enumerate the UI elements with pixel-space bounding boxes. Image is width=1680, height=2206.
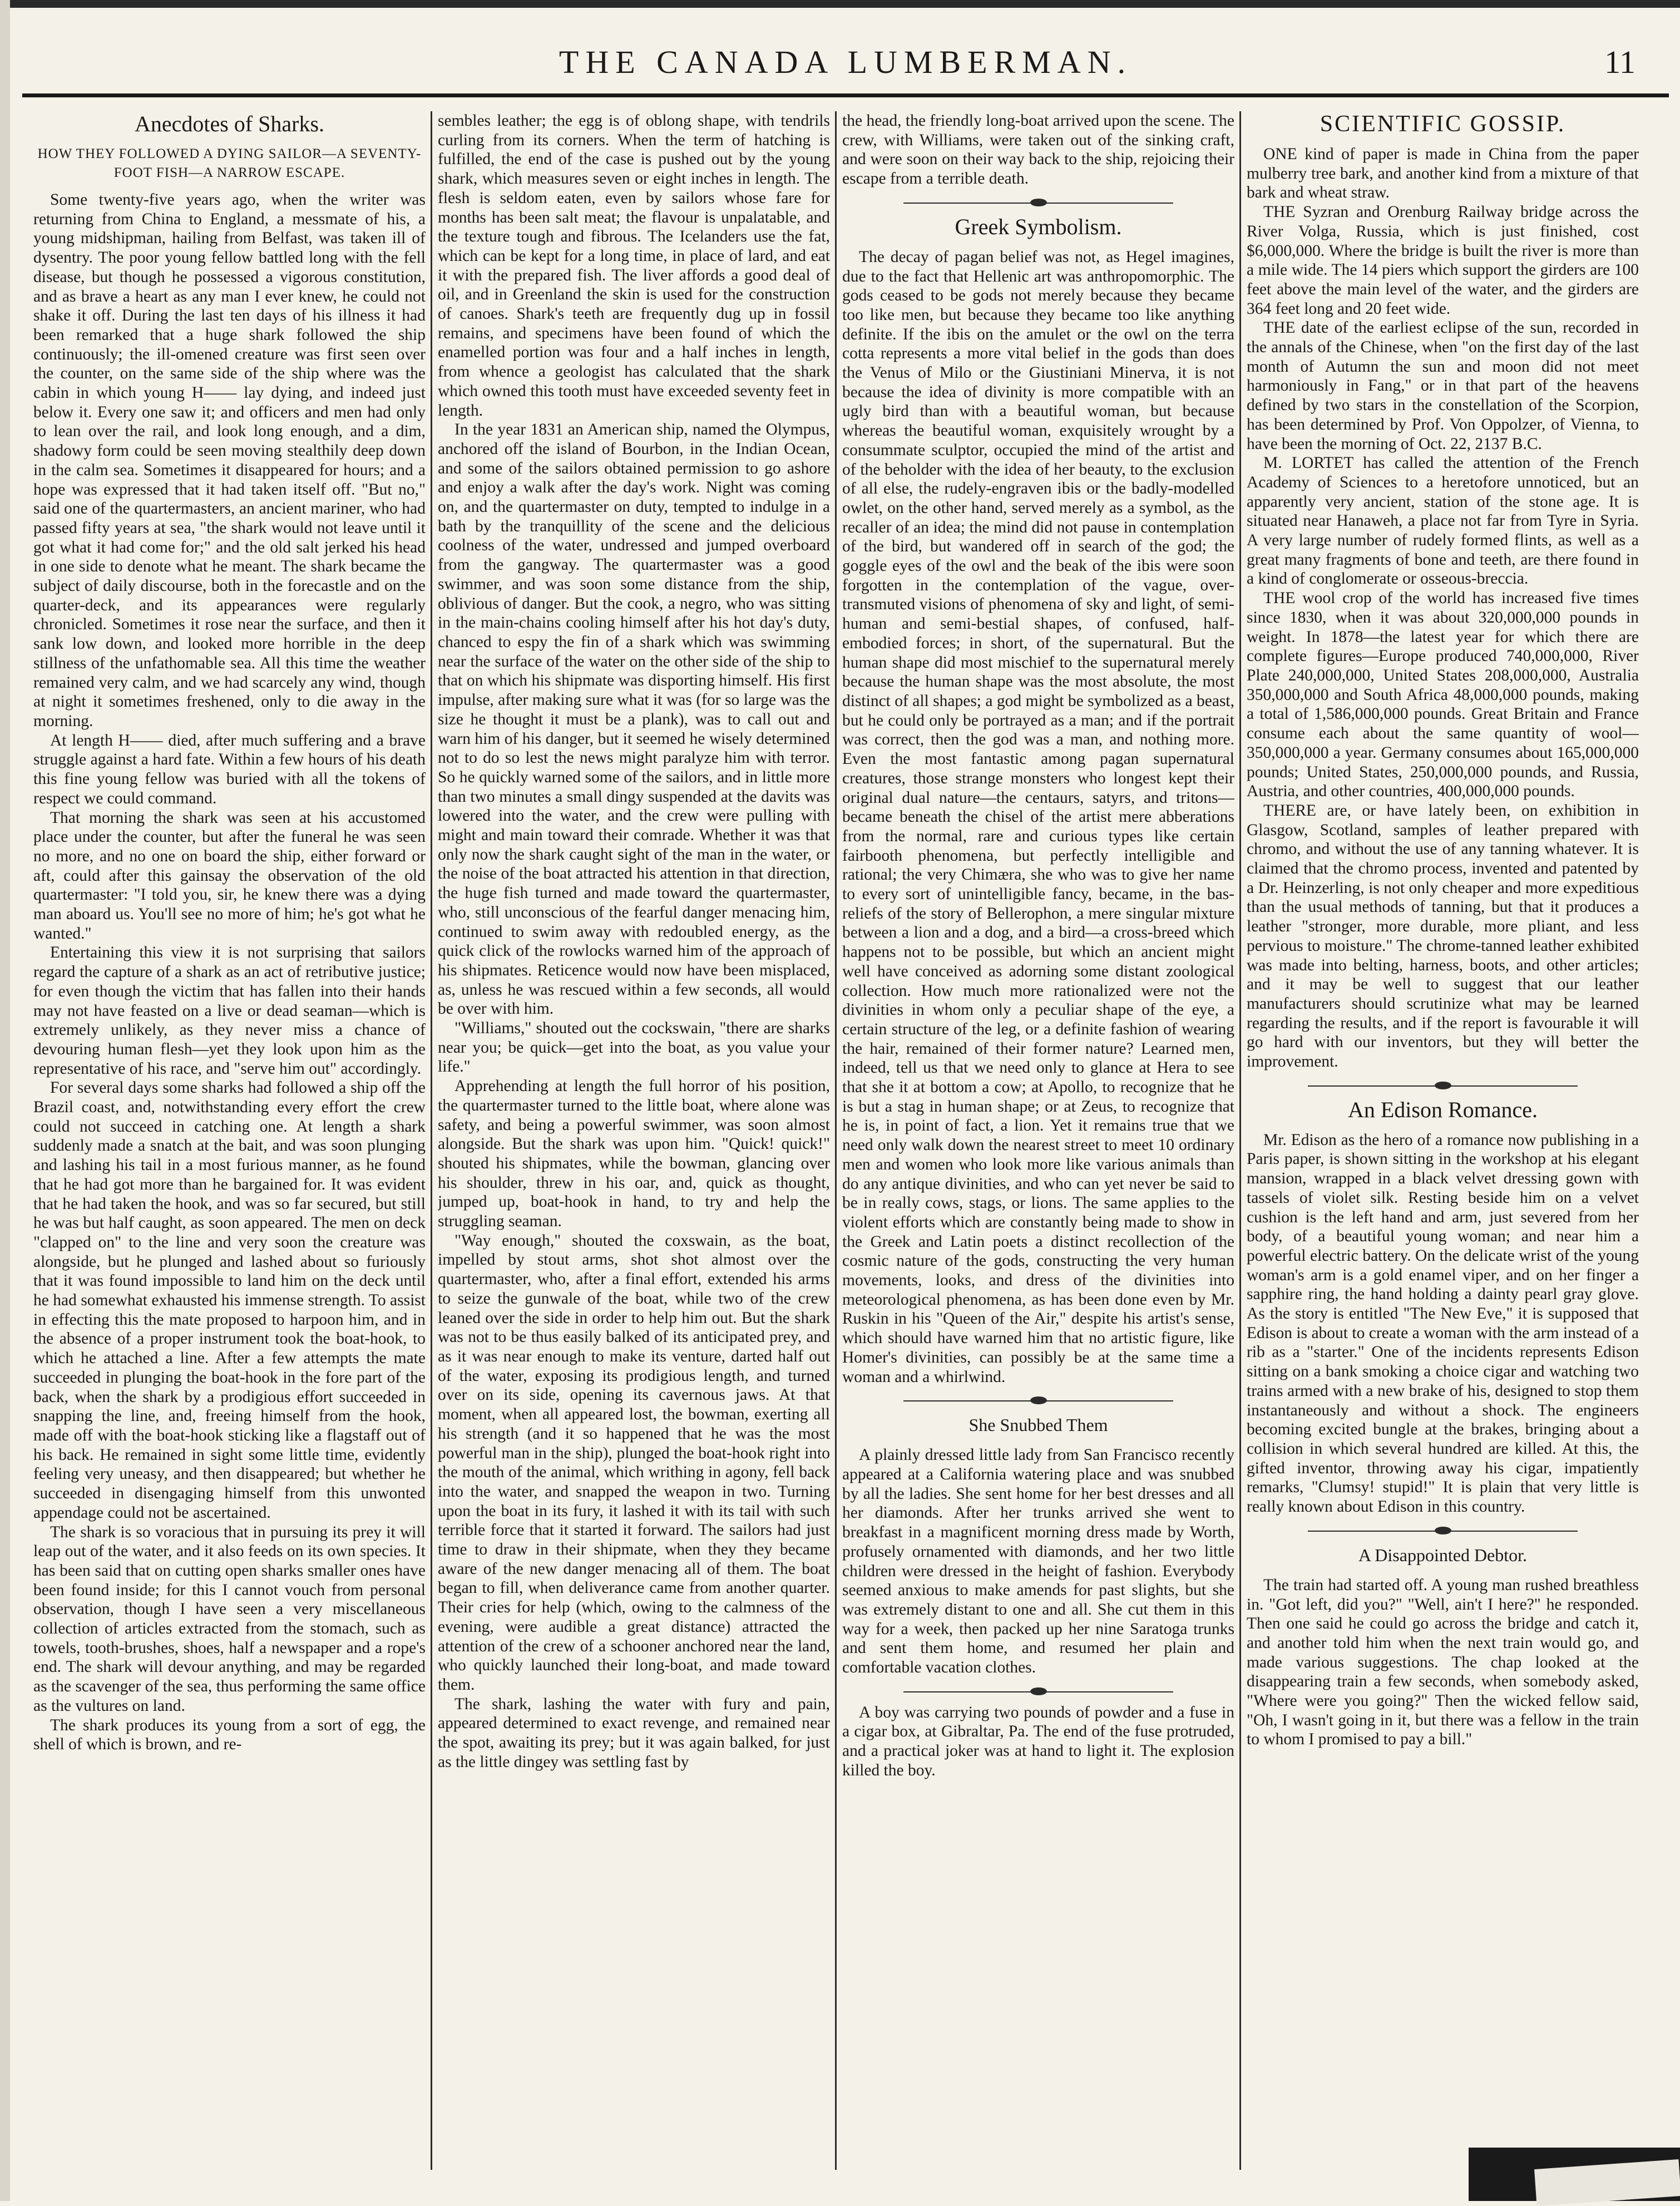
column-area bbox=[33, 111, 1658, 2170]
paragraph: Some twenty-five years ago, when the writer was returning from China to England, a messmate of his, a young midshipman, hailing from Belfast, was taken ill of dysentry. The poor young fellow battled long with the fell disease, but though he possessed a vigorous constitution, and as brave a heart as any man I ever knew, he could not shake it off. During the last ten days of his illness it had been remarked that a huge shark followed the ship continuously; the ill-omened creature was first seen over the counter, on the same side of the ship where was the cabin in which young H—— lay dying, and indeed just below it. Every one saw it; and officers and men had only to lean over the rail, and look long enough, and a dim, shadowy form could be seen moving stealthily deep down in the calm sea. Sometimes it disappeared for hours; and a hope was expressed that it had taken itself off. "But no," said one of the quartermasters, an ancient mariner, who had passed fifty years at sea, "the shark would not leave until it got what it had come for;" and the old salt jerked his head in one side to denote what he meant. The shark became the subject of daily discourse, both in the forecastle and on the quarter-deck, and its appearances were regularly chronicled. Sometimes it rose near the surface, and then it sank low down, and looked more horrible in the deep stillness of the unfathomable sea. All this time the weather remained very calm, and we had scarcely any wind, though at night it sometimes freshened, only to die away in the morning. bbox=[33, 191, 426, 730]
paragraph: The shark produces its young from a sort of egg, the shell of which is brown, and re- bbox=[33, 1716, 426, 1754]
column-2 bbox=[438, 111, 830, 2170]
page-header bbox=[22, 32, 1669, 97]
paragraph: the head, the friendly long-boat arrived upon the scene. The crew, with Williams, were taken out of the sinking craft, and were soon on their way back to the ship, rejoicing their escape from a terrible death. bbox=[842, 112, 1234, 188]
article-title-sharks: Anecdotes of Sharks. bbox=[134, 111, 325, 136]
column-4 bbox=[1247, 111, 1639, 2170]
article-title-edison: An Edison Romance. bbox=[1347, 1097, 1538, 1122]
paragraph: In the year 1831 an American ship, named the Olympus, anchored off the island of Bourbon, in the Indian Ocean, and some of the sailors obtained permission to go ashore and enjoy a walk after the day's work. Night was coming on, and the quartermaster on duty, tempted to indulge in a bath by the tranquillity of the scene and the delicious coolness of the water, undressed and jumped overboard from the gangway. The quartermaster was a good swimmer, and was soon some distance from the ship, oblivious of danger. But the cook, a negro, who was sitting in the main-chains cooling himself after his hot day's duty, chanced to espy the fin of a shark which was swimming near the surface of the water on the other side of the ship to that on which his shipmate was disporting himself. His first impulse, after making sure what it was (for so large was the size he thought it must be a plank), was to call out and warn him of his danger, but it seemed he wisely determined not to do so lest the news might paralyze him with terror. So he quickly warned some of the sailors, and in little more than two minutes a small dingy suspended at the davits was lowered into the water, and the crew were pulling with might and main toward their comrade. Whether it was that only now the shark caught sight of the man in the water, or the noise of the boat attracted his attention in that direction, the huge fish turned and made toward the quartermaster, who, still unconscious of the fearful danger menacing him, continued to swim away with redoubled energy, as the quick click of the rowlocks warned him of the approach of his shipmates. Reticence would now have been misplaced, as, unless he was rescued within a few seconds, all would be over with him. bbox=[438, 421, 830, 1018]
paragraph: At length H—— died, after much suffering and a brave struggle against a hard fate. Within a few hours of his death this fine young fellow was buried with all the tokens of respect we could command. bbox=[33, 731, 426, 807]
paragraph: sembles leather; the egg is of oblong shape, with tendrils curling from its corners. When the term of hatching is fulfilled, the end of the case is pushed out by the young shark, which measures seven or eight inches in length. The flesh is seldom eaten, even by sailors whose fare for months has been salt meat; the flavour is unpalatable, and the texture tough and fibrous. The Icelanders use the fat, which can be kept for a long time, in place of lard, and eat it with the prepared fish. The liver affords a good deal of oil, and in Greenland the skin is used for the construction of canoes. Shark's teeth are frequently dug up in fossil remains, and specimens have been found of which the enamelled portion was four and a half inches in length, from whence a geologist has calculated that the shark which owned this tooth must have exceeded seventy feet in length. bbox=[438, 112, 830, 420]
paragraph: The shark is so voracious that in pursuing its prey it will leap out of the water, and it also feeds on its own species. It has been said that on cutting open sharks smaller ones have been found inside; for this I cannot vouch from personal observation, though I have seen a very miscellaneous collection of articles extracted from the stomach, such as towels, tooth-brushes, shoes, half a newspaper and a rope's end. The shark will devour anything, and may be regarded as the scavenger of the sea, thus performing the same office as the vultures on land. bbox=[33, 1523, 426, 1715]
article-subtitle-sharks: HOW THEY FOLLOWED A DYING SAILOR—A SEVENTY-FOOT FISH—A NARROW ESCAPE. bbox=[37, 146, 422, 180]
column-3 bbox=[842, 111, 1234, 2170]
column-1 bbox=[33, 111, 426, 2170]
masthead: THE CANADA LUMBERMAN. bbox=[559, 44, 1133, 80]
paragraph: A plainly dressed little lady from San Francisco recently appeared at a California watering place and was snubbed by all the ladies. She sent home for her best dresses and all her diamonds. After her trunks arrived she went to breakfast in a magnificent morning dress made by Worth, profusely ornamented with diamonds, and her two little children were dressed in the height of fashion. Everybody seemed anxious to make amends for past slights, but she was extremely distant to one and all. She cut them in this way for a week, then packed up her nine Saratoga trunks and sent them home, and resumed her plain and comfortable vacation clothes. bbox=[842, 1446, 1234, 1677]
scan-top-border bbox=[0, 0, 1680, 8]
paragraph: ONE kind of paper is made in China from the paper mulberry tree bark, and another kind from a mixture of that bark and wheat straw. bbox=[1247, 145, 1639, 202]
paragraph: M. LORTET has called the attention of the French Academy of Sciences to a heretofore unnoticed, but an apparently very ancient, station of the stone age. It is situated near Hanaweh, a place not far from Tyre in Syria. A very large number of rudely formed flints, as well as a great many fragments of bone and teeth, are there found in a kind of conglomerate or osseous-breccia. bbox=[1247, 454, 1639, 588]
paragraph: "Williams," shouted out the cockswain, "there are sharks near you; be quick—get into the boat, as you value your life." bbox=[438, 1019, 830, 1076]
section-divider bbox=[1308, 1080, 1578, 1092]
article-title-greek: Greek Symbolism. bbox=[955, 214, 1122, 239]
paragraph: THE Syzran and Orenburg Railway bridge across the River Volga, Russia, which is just finished, cost $6,000,000. Where the bridge is built the river is more than a mile wide. The 14 piers which support the girders are 100 feet above the main level of the water, and the girders are 364 feet long and 20 feet wide. bbox=[1247, 203, 1639, 318]
section-divider bbox=[903, 1395, 1173, 1406]
column-rule bbox=[431, 111, 432, 2170]
paragraph: A boy was carrying two pounds of powder and a fuse in a cigar box, at Gibraltar, Pa. The end of the fuse protruded, and a practical joker was at hand to light it. The explosion killed the boy. bbox=[842, 1703, 1234, 1779]
section-divider bbox=[903, 1686, 1173, 1697]
paragraph: Mr. Edison as the hero of a romance now publishing in a Paris paper, is shown sitting in the workshop at his elegant mansion, wrapped in a black velvet dressing gown with tassels of violet silk. Resting beside him on a velvet cushion is the left hand and arm, just severed from her body, of a beautiful young woman; and near him a powerful electric battery. On the delicate wrist of the young woman's arm is a gold enamel viper, and on her finger a sapphire ring, the hand holding a dainty pearl gray glove. As the story is entitled "The New Eve," it is supposed that Edison is about to create a woman with the arm instead of a rib as a "starter." One of the incidents represents Edison sitting on a bank smoking a choice cigar and watching two trains armed with a new brake of his, designed to stop them instantaneously and without a shock. The engineers becoming excited bungle at the brakes, bringing about a collision in which several hundred are killed. At this, the gifted inventor, throwing away his cigar, impatiently remarks, "Clumsy! stupid!" It is plain that very little is really known about Edison in this country. bbox=[1247, 1131, 1639, 1516]
paragraph: For several days some sharks had followed a ship off the Brazil coast, and, notwithstanding every effort the crew could not succeed in catching one. At length a shark suddenly made a snatch at the bait, and was soon plunging and lashing his tail in a most furious manner, as he found that he had got more than he bargained for. It was evident that he had taken the hook, and was so far secured, but still he was but half caught, as soon appeared. The men on deck "clapped on" to the line and very soon the creature was alongside, but he plunged and lashed about so furiously that it was found impossible to land him on the deck until he had somewhat exhausted his immense strength. To assist in effecting this the mate proposed to harpoon him, and in the absence of a proper instrument took the boat-hook, to which he attached a line. After a few attempts the mate succeeded in plunging the boat-hook in the fore part of the back, when the shark by a prodigious effort succeeded in snapping the line, and, freeing himself from the hook, made off with the boat-hook sticking like a flagstaff out of his back. He remained in sight some little time, evidently feeling very uneasy, and then disappeared; but whether he succeeded in disengaging himself from this unwonted appendage could not be ascertained. bbox=[33, 1079, 426, 1522]
paragraph: Apprehending at length the full horror of his position, the quartermaster turned to the little boat, where alone was safety, and being a powerful swimmer, was soon almost alongside. But the shark was upon him. "Quick! quick!" shouted his shipmates, while the bowman, glancing over his shoulder, threw in his oar, and, quick as thought, jumped up, boat-hook in hand, to try and help the struggling seaman. bbox=[438, 1077, 830, 1231]
paragraph: That morning the shark was seen at his accustomed place under the counter, but after the funeral he was seen no more, and no one on board the ship, either forward or aft, could after this gainsay the observation of the old quartermaster: "I told you, sir, he knew there was a dying man aboard us. You'll see no more of him; he's got what he wanted." bbox=[33, 808, 426, 942]
section-divider bbox=[1308, 1526, 1578, 1537]
paragraph: THE wool crop of the world has increased five times since 1830, when it was about 320,000,000 pounds in weight. In 1878—the latest year for which there are complete figures—Europe produced 740,000,000, River Plate 240,000,000, United States 208,000,000, Australia 350,000,000 and South Africa 48,000,000 pounds, making a total of 1,586,000,000 pounds. Great Britain and France consume each about the same quantity of wool—350,000,000 a year. Germany consumes about 165,000,000 pounds; United States, 250,000,000 pounds, and Russia, Austria, and other countries, 400,000,000 pounds. bbox=[1247, 589, 1639, 801]
paragraph: THERE are, or have lately been, on exhibition in Glasgow, Scotland, samples of leather prepared with chromo, and without the use of any tanning whatever. It is claimed that the chromo process, invented and patented by a Dr. Heinzerling, is not only cheaper and more expeditious than the usual methods of tanning, but that it produces a leather "stronger, more durable, more pliant, and less pervious to moisture." The chrome-tanned leather exhibited was made into belting, harness, boots, and other articles; and it may be well to suggest that our leather manufacturers should scrutinize what may be learned regarding the results, and if the report is favourable it will go hard with our inventors, but they will better the improvement. bbox=[1247, 801, 1639, 1071]
page-number: 11 bbox=[1604, 44, 1635, 80]
article-title-debtor: A Disappointed Debtor. bbox=[1358, 1544, 1528, 1565]
paragraph: The shark, lashing the water with fury and pain, appeared determined to exact revenge, and remained near the spot, awaiting its prey; but it was again balked, for just as the little dingey was settling fast by bbox=[438, 1695, 830, 1771]
column-rule bbox=[835, 111, 837, 2170]
paragraph: The train had started off. A young man rushed breathless in. "Got left, did you?" "Well, ain't I here?" he responded. Then one said he could go across the bridge and catch it, and another told him when the next train would go, and made various suggestions. The chap looked at the disappearing train a few seconds, when somebody asked, "Where were you going?" Then the wicked fellow said, "Oh, I wasn't going in it, but there was a fellow in the train to whom I promised to pay a bill." bbox=[1247, 1576, 1639, 1749]
article-title-scientific: SCIENTIFIC GOSSIP. bbox=[1320, 111, 1566, 137]
article-title-snubbed: She Snubbed Them bbox=[969, 1415, 1108, 1435]
paragraph: THE date of the earliest eclipse of the sun, recorded in the annals of the Chinese, when "on the first day of the last month of Autumn the sun and moon did not meet harmoniously in Fang," or in that part of the heavens defined by two stars in the constellation of the Scorpion, has been determined by Prof. Von Oppolzer, of Vienna, to have been the morning of Oct. 22, 2137 B.C. bbox=[1247, 319, 1639, 453]
column-rule bbox=[1239, 111, 1241, 2170]
scan-left-edge bbox=[0, 0, 10, 2201]
paragraph: Entertaining this view it is not surprising that sailors regard the capture of a shark as an act of retributive justice; for even though the victim that has fallen into their hands may not have feasted on a live or dead seaman—which is extremely unlikely, as they never miss a chance of devouring human flesh—yet they look upon him as the representative of his race, and "serve him out" accordingly. bbox=[33, 944, 426, 1078]
paragraph: The decay of pagan belief was not, as Hegel imagines, due to the fact that Hellenic art was anthropomorphic. The gods ceased to be gods not merely because they became too like men, but because they became too like anything definite. If the ibis on the amulet or the owl on the terra cotta represents a more vital belief in the gods than does the Venus of Milo or the Giustiniani Minerva, it is not because the idea of divinity is more compatible with an ugly bird than with a beautiful woman, but because whereas the beautiful woman, exquisitely wrought by a consummate sculptor, occupied the mind of the artist and of the beholder with the idea of her beauty, to the exclusion of all else, the rudely-engraven ibis or the badly-modelled owlet, on the other hand, served merely as a symbol, as the recaller of an idea; the mind did not pause in contemplation of the bird, but wandered off in search of the god; the goggle eyes of the owl and the beak of the ibis were soon forgotten in the contemplation of the vague, over-transmuted visions of phenomena of sky and light, of semi-human and semi-bestial shapes, of confused, half-embodied forces; in short, of the supernatural. But the human shape did most mischief to the supernatural merely because the human shape was the most absolute, the most distinct of all shapes; a god might be symbolized as a beast, but he could only be portrayed as a man; and if the portrait was correct, then the god was a man, and nothing more. Even the most fantastic among pagan supernatural creatures, those strange monsters who longest kept their original dual nature—the centaurs, satyrs, and tritons—became beneath the chisel of the artist mere abberations from the normal, rare and curious types like certain fairbooth phenomena, but perfectly intelligible and rational; the very Chimæra, she who was to give her name to every sort of unintelligible fancy, became, in the bas-reliefs of the story of Bellerophon, a mere singular mixture between a lion and a dog, and a bird—a cross-breed which happens not to be possible, but which an ancient might well have conceived as adorning some distant zoological collection. How much more rationalized were not the divinities in whom only a peculiar shape of the eye, a certain structure of the leg, or a definite fashion of wearing the hair, remained of their former nature? Learned men, indeed, tell us that we need only to glance at Hera to see that she it at bottom a cow; at Apollo, to recognize that he is but a stag in human shape; or at Zeus, to recognize that he is, in point of fact, a lion. Yet it remains true that we need only walk down the nearest street to meet 10 ordinary men and women who look more like various animals than do any antique divinities, and who can yet never be said to be in really cows, stags, or lions. The same applies to the violent efforts which are constantly being made to show in the Greek and Latin poets a distinct recollection of the cosmic nature of the gods, constructing the very human movements, looks, and dress of the divinities into meteorological phenomena, as has been done even by Mr. Ruskin in his "Queen of the Air," despite his artist's sense, which should have warned him that no artistic figure, like Homer's divinities, can possibly be at the same time a woman and a whirlwind. bbox=[842, 248, 1234, 1386]
paragraph: "Way enough," shouted the coxswain, as the boat, impelled by stout arms, shot shot almost over the quartermaster, who, after a final effort, extended his arms to seize the gunwale of the boat, while two of the crew leaned over the side in order to help him out. But the shark was not to be thus easily balked of its anticipated prey, and as it was near enough to make its venture, darted half out of the water, exposing its prodigious length, and turned over on its side, opening its cavernous jaws. At that moment, when all appeared lost, the bowman, exerting all his strength (and it so happened that he was the most powerful man in the ship), plunged the boat-hook right into the mouth of the animal, which writhing in agony, fell back into the water, and snapped the weapon in two. Turning upon the boat in its fury, it lashed it with its tail with such terrible force that it started it forward. The sailors had just time to draw in their shipmate, when they they became aware of the new danger menacing all of them. The boat began to fill, when deliverance came from another quarter. Their cries for help (which, owing to the calmness of the evening, were audible a great distance) attracted the attention of the crew of a schooner anchored near the land, who quickly launched their long-boat, and made toward them. bbox=[438, 1231, 830, 1694]
section-divider bbox=[903, 198, 1173, 209]
